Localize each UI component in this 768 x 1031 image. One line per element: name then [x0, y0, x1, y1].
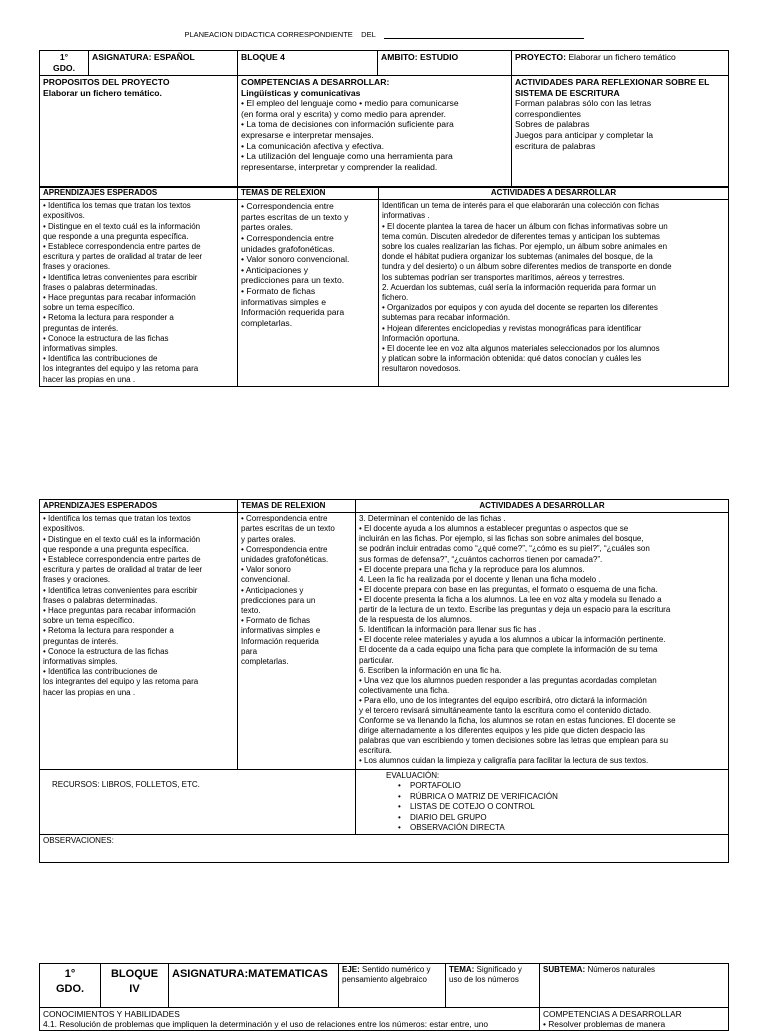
aprendizajes-text-2: • Identifica los temas que tratan los textos expositivos. • Distingue en el texto cuál es la información que responde a una pregunta específica. • Establece correspondencia entre partes de escritura y partes de oralidad al tratar de leer frases y oraciones. • Identifica letras convenientes para escribir frases o palabras determinadas. • Hace preguntas para recabar información sobre un tema específico. • Retoma la lectura para responder a preguntas de interés. • Conoce la estructura de las fichas informativas simples. • Identifica las contribuciones de los integrantes del equipo y las retoma para hacer las propias en una . [40, 513, 238, 770]
competencias-cell [238, 76, 512, 188]
planning-table-1b [39, 186, 729, 387]
competencias-title-3: COMPETENCIAS A DESARROLLAR [543, 1009, 682, 1019]
eje-value: Sentido numérico y pensamiento algebraico [342, 965, 431, 985]
recursos-text: RECURSOS: LIBROS, FOLLETOS, ETC. [52, 780, 200, 790]
grado-cell-3: 1° GDO. [40, 964, 101, 1008]
planning-table-3 [39, 963, 729, 1031]
propositos-text: Elaborar un fichero temático. [43, 87, 162, 98]
observaciones-cell: OBSERVACIONES: [40, 835, 729, 863]
actividades-header: ACTIVIDADES A DESARROLLAR [379, 187, 729, 200]
page-header [0, 30, 768, 39]
proyecto-cell [512, 51, 729, 76]
actividades-header-2: ACTIVIDADES A DESARROLLAR [356, 500, 729, 513]
proyecto-value: Elaborar un fichero temático [565, 52, 676, 62]
competencias-sub: Lingüísticas y comunicativas [241, 87, 361, 98]
evaluacion-item: • PORTAFOLIO [410, 781, 725, 791]
subtema-label: SUBTEMA: [543, 965, 586, 974]
eje-label: EJE: [342, 965, 360, 974]
subtema-value: Números naturales [585, 965, 656, 974]
evaluacion-item: • DIARIO DEL GRUPO [410, 813, 725, 823]
aprendizajes-header-2: APRENDIZAJES ESPERADOS [40, 500, 238, 513]
asignatura-cell: ASIGNATURA: ESPAÑOL [89, 51, 238, 76]
subtema-cell [540, 964, 729, 1008]
competencias-cell-3 [540, 1008, 729, 1031]
bloque-cell-3: BLOQUE IV [101, 964, 169, 1008]
aprendizajes-text: • Identifica los temas que tratan los textos expositivos. • Distingue en el texto cuál es la información que responde a una pregunta específica. • Establece correspondencia entre partes de escritura y partes de oralidad al tratar de leer frases y oraciones. • Identifica letras convenientes para escribir frases o palabras determinadas. • Hace preguntas para recabar información sobre un tema específico. • Retoma la lectura para responder a preguntas de interés. • Conoce la estructura de las fichas informativas simples. • Identifica las contribuciones de los integrantes del equipo y las retoma para hacer las propias en una . [40, 200, 238, 387]
tema-value: Significado y uso de los números [449, 965, 522, 985]
evaluacion-item: • OBSERVACIÓN DIRECTA [410, 823, 725, 833]
conocimientos-cell [40, 1008, 540, 1031]
header-del: DEL [361, 30, 376, 39]
propositos-cell [40, 76, 238, 188]
reflexion-cell [512, 76, 729, 188]
tema-cell [446, 964, 540, 1008]
conocimientos-title: CONOCIMIENTOS Y HABILIDADES [43, 1009, 180, 1019]
tema-label: TEMA: [449, 965, 475, 974]
planning-table-1 [39, 50, 729, 188]
evaluacion-title: EVALUACIÓN: [386, 771, 440, 781]
conocimientos-text: 4.1. Resolución de problemas que impliquen la determinación y el uso de relaciones entre los números: estar entre, uno [43, 1019, 489, 1029]
temas-text-2: • Correspondencia entre partes escritas de un texto y partes orales. • Correspondencia entre unidades grafofonéticas. • Valor sonoro convencional. • Anticipaciones y predicciones para un texto. • Formato de fichas informativas simples e Información requerida para completarlas. [238, 513, 356, 770]
ambito-cell: AMBITO: ESTUDIO [378, 51, 512, 76]
evaluacion-list [386, 781, 725, 833]
aprendizajes-header: APRENDIZAJES ESPERADOS [40, 187, 238, 200]
reflexion-text: Forman palabras sólo con las letras correspondientes Sobres de palabras Juegos para anticipar y completar la escritura de palabras [515, 98, 654, 151]
header-title: PLANEACION DIDACTICA CORRESPONDIENTE [184, 30, 353, 39]
header-blank-line [384, 30, 584, 39]
reflexion-title: ACTIVIDADES PARA REFLEXIONAR SOBRE EL SISTEMA DE ESCRITURA [515, 77, 710, 98]
temas-header: TEMAS DE RELEXION [238, 187, 379, 200]
temas-header-2: TEMAS DE RELEXION [238, 500, 356, 513]
actividades-text: Identifican un tema de interés para el que elaborarán una colección con fichas informativas . • El docente plantea la tarea de hacer un álbum con fichas informativas sobre un tema común. Discuten alrededor de diferentes temas y anticipan los subtemas sobre los cuales realizarían las fichas. Por ejemplo, un álbum sobre animales en donde el hábitat pudiera organizar los subtemas (animales del bosque, de la tundra y del desierto) o un álbum sobre diferentes medios de transporte en donde los subtemas podrían ser transportes marítimos, aéreos y terrestres. 2. Acuerdan los subtemas, cuál sería la información requerida para formar un fichero. • Organizados por equipos y con ayuda del docente se reparten los diferentes subtemas para recabar información. • Hojean diferentes enciclopedias y revistas monográficas para identificar Información oportuna. • El docente lee en voz alta algunos materiales seleccionados por los alumnos y platican sobre la información obtenida: qué datos conocían y cuáles les resultaron novedosos. [379, 200, 729, 387]
proyecto-label: PROYECTO: [515, 52, 566, 62]
competencias-title: COMPETENCIAS A DESARROLLAR: [241, 77, 390, 87]
propositos-title: PROPOSITOS DEL PROYECTO [43, 77, 170, 87]
eje-cell [339, 964, 446, 1008]
evaluacion-cell [356, 770, 729, 835]
competencias-text: • El empleo del lenguaje como • medio para comunicarse (en forma oral y escrita) y como medio para aprender. • La toma de decisiones con información suficiente para expresarse e interpretar mensajes. • La comunicación afectiva y efectiva. • La utilización del lenguaje como una herramienta para representarse, interpretar y comprender la realidad. [241, 98, 459, 172]
planning-table-2 [39, 499, 729, 863]
asignatura-cell-3: ASIGNATURA:MATEMATICAS [169, 964, 339, 1008]
bloque-cell: BLOQUE 4 [238, 51, 378, 76]
competencias-text-3: • Resolver problemas de manera [543, 1019, 666, 1029]
grado-cell: 1° GDO. [40, 51, 89, 76]
evaluacion-item: • LISTAS DE COTEJO O CONTROL [410, 802, 725, 812]
recursos-cell [40, 770, 356, 835]
evaluacion-item: • RÚBRICA O MATRIZ DE VERIFICACIÓN [410, 792, 725, 802]
actividades-text-2: 3. Determinan el contenido de las fichas . • El docente ayuda a los alumnos a establecer preguntas o aspectos que se incluirán en las fichas. Por ejemplo, si las fichas son sobre animales del bosque, se podrán incluir entradas como “¿qué come?”, “¿cómo es su piel?”, “¿cuáles son sus formas de defensa?”, “¿cuántos cachorros tienen por camada?”. • El docente prepara una ficha y la reproduce para los alumnos. 4. Leen la fic ha realizada por el docente y llenan una ficha modelo . • El docente prepara con base en las preguntas, el formato o esquema de una ficha. • El docente presenta la ficha a los alumnos. La lee en voz alta y modela su llenado a partir de la lectura de un texto. Escribe las preguntas y deja un espacio para la escritura de la respuesta de los alumnos. 5. Identifican la información para llenar sus fic has . • El docente relee materiales y ayuda a los alumnos a ubicar la información pertinente. El docente da a cada equipo una ficha para que complete la información de su tema particular. 6. Escriben la información en una fic ha. • Una vez que los alumnos pueden responder a las preguntas acordadas completan colectivamente una ficha. • Para ello, uno de los integrantes del equipo escribirá, otro dictará la información y el tercero revisará simultáneamente tanto la escritura como el contenido dictado. Conforme se va llenando la ficha, los alumnos se rotan en estas funciones. El docente se dirige alternadamente a los diferentes equipos y les pide que dicten despacio las palabras que van escribiendo y tomen decisiones sobre las letras que emplean para su escritura. • Los alumnos cuidan la limpieza y caligrafía para facilitar la lectura de sus textos. [356, 513, 729, 770]
temas-text: • Correspondencia entre partes escritas de un texto y partes orales. • Correspondencia entre unidades grafofonéticas. • Valor sonoro convencional. • Anticipaciones y predicciones para un texto. • Formato de fichas informativas simples e Información requerida para completarlas. [238, 200, 379, 387]
